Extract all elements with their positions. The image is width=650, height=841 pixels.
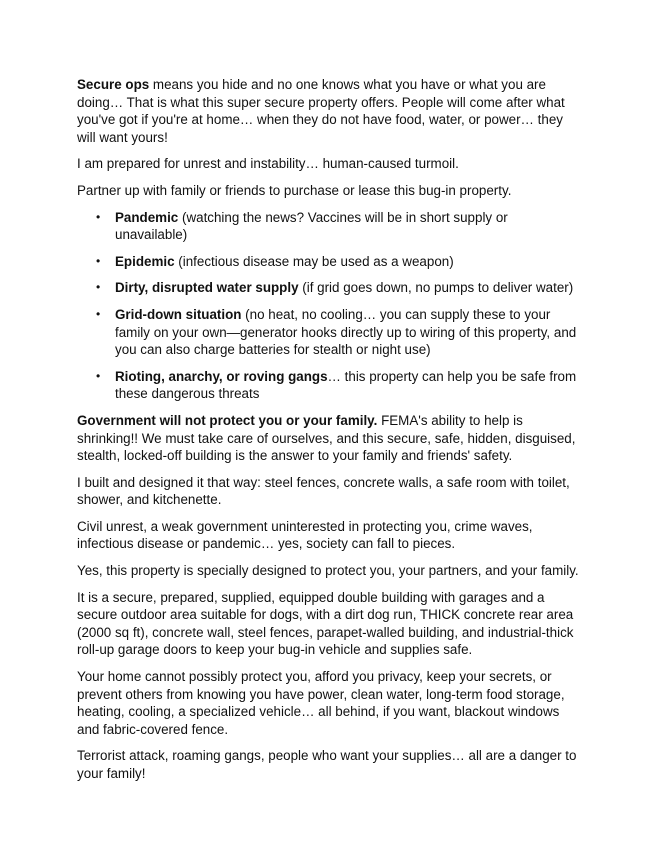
list-item-text: (watching the news? Vaccines will be in short supply or unavailable) [115,209,508,243]
paragraph-terrorist-attack: Terrorist attack, roaming gangs, people who want your supplies… all are a danger to your family! [77,748,577,781]
paragraph-government [77,412,580,465]
paragraph-prepared: I am prepared for unrest and instability… human-caused turmoil. [77,156,459,172]
list-item-term: Epidemic [115,253,175,269]
list-item [96,209,580,244]
list-item [96,306,580,359]
paragraph-property-features: It is a secure, prepared, supplied, equipped double building with garages and a secure outdoor area suitable for dogs, with a dirt dog run, THICK concrete rear area (2000 sq ft), concrete wall, steel fences, parapet-walled building, and industrial-thick roll-up garage doors to keep your bug-in vehicle and supplies safe. [77,589,574,658]
bullet-icon: • [96,253,101,268]
list-item-term: Rioting, anarchy, or roving gangs [115,368,328,384]
paragraph-civil-unrest: Civil unrest, a weak government uninterested in protecting you, crime waves, infectious disease or pandemic… yes, society can fall to pieces. [77,518,533,552]
bullet-icon: • [96,209,101,224]
secure-ops-text: means you hide and no one knows what you have or what you are doing… That is what this super secure property offers. People will come after what you've got if you're at home… when they do not have food, water, or power… they will want yours! [77,77,565,145]
paragraph-built-designed: I built and designed it that way: steel fences, concrete walls, a safe room with toilet, shower, and kitchenette. [77,474,570,508]
bullet-icon: • [96,306,101,321]
threat-list [77,209,580,403]
paragraph-specially-designed: Yes, this property is specially designed to protect you, your partners, and your family. [77,563,579,579]
list-item-term: Grid-down situation [115,306,242,322]
list-item-term: Dirty, disrupted water supply [115,280,299,296]
list-item-text: (infectious disease may be used as a weapon) [174,253,454,269]
list-item-text: (if grid goes down, no pumps to deliver water) [298,280,574,296]
paragraph-home-limitations: Your home cannot possibly protect you, afford you privacy, keep your secrets, or prevent others from knowing you have power, clean water, long-term food storage, heating, cooling, a specialized vehicle… all behind, if you want, blackout windows and fabric-covered fence. [77,669,565,737]
bullet-icon: • [96,368,101,383]
paragraph-secure-ops [77,76,580,146]
bullet-icon: • [96,280,101,295]
list-item-text: … this property can help you be safe from these dangerous threats [115,368,577,402]
government-text: FEMA's ability to help is shrinking!! We must take care of ourselves, and this secure, safe, hidden, disguised, stealth, locked-off building is the answer to your family and friends' safety. [77,412,576,464]
government-statement: Government will not protect you or your family. [77,412,378,428]
list-item-text: (no heat, no cooling… you can supply these to your family on your own—generator hooks directly up to wiring of this property, and you can also charge batteries for stealth or night use) [115,306,577,358]
list-item [96,253,580,271]
secure-ops-term: Secure ops [77,77,150,92]
list-item-term: Pandemic [115,209,179,225]
list-item [96,368,580,403]
list-item [96,279,580,297]
paragraph-partner-up: Partner up with family or friends to purchase or lease this bug-in property. [77,182,512,198]
